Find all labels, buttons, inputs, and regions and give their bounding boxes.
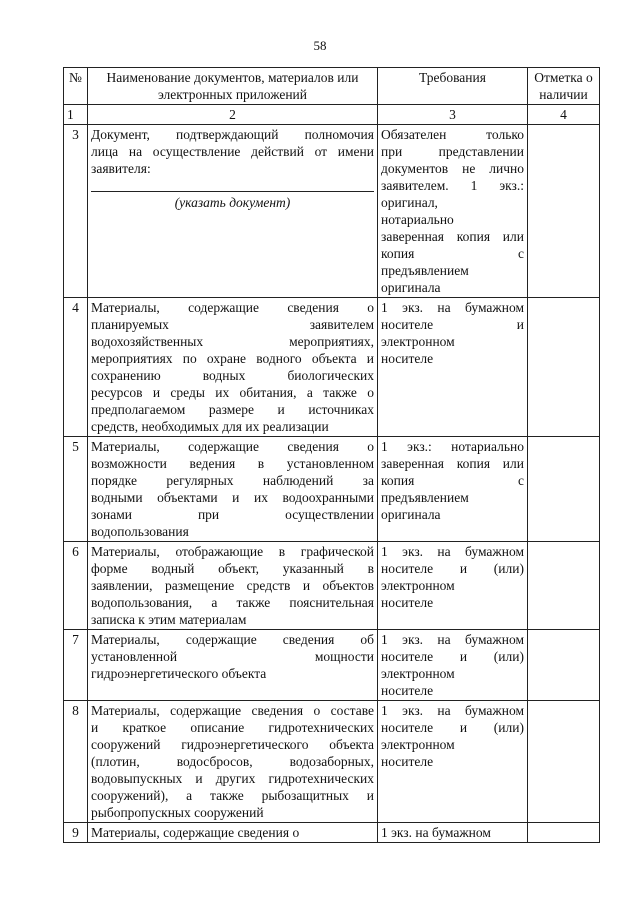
document-name-line: заявлении, размещение средств и объектов bbox=[91, 578, 374, 593]
row-number: 8 bbox=[64, 701, 88, 823]
document-name-line: записка к этим материалам bbox=[91, 612, 247, 627]
document-name-line: (плотин, водосбросов, водозаборных, bbox=[91, 754, 374, 769]
document-name-line: водовыпускных и других гидротехнических bbox=[91, 771, 374, 786]
document-name-line: сооружений), а также рыбозащитных и bbox=[91, 788, 374, 803]
document-name-cell bbox=[88, 125, 378, 298]
requirements-cell bbox=[378, 630, 528, 701]
fill-in-hint: (указать документ) bbox=[174, 195, 291, 210]
document-name-cell bbox=[88, 630, 378, 701]
requirement-line: копия с bbox=[381, 473, 524, 488]
column-index: 2 bbox=[88, 105, 378, 125]
document-name-cell bbox=[88, 542, 378, 630]
document-name-line: и краткое описание гидротехнических bbox=[91, 720, 374, 735]
table-row bbox=[64, 701, 600, 823]
document-name-cell bbox=[88, 298, 378, 437]
requirements-cell bbox=[378, 701, 528, 823]
requirement-line: заявителем. 1 экз.: bbox=[381, 178, 524, 193]
document-name-cell bbox=[88, 437, 378, 542]
document-name-line: форме водный объект, указанный в bbox=[91, 561, 374, 576]
document-name-line: Материалы, содержащие сведения о bbox=[91, 300, 374, 315]
requirement-line: документов не лично bbox=[381, 161, 524, 176]
document-name-line: зонами при осуществлении bbox=[91, 507, 374, 522]
row-number: 5 bbox=[64, 437, 88, 542]
requirement-line: носителе bbox=[381, 351, 434, 366]
document-name-line: предполагаемом размере и источниках bbox=[91, 402, 374, 417]
document-name-line: водными объектами и их водоохранными bbox=[91, 490, 374, 505]
document-name-line: рыбопропускных сооружений bbox=[91, 805, 264, 820]
document-name-line: порядке регулярных наблюдений за bbox=[91, 473, 374, 488]
requirement-line: носителе и (или) bbox=[381, 561, 524, 576]
header-availability-mark: Отметка о наличии bbox=[528, 68, 600, 105]
document-name-cell bbox=[88, 823, 378, 843]
column-index: 3 bbox=[378, 105, 528, 125]
column-index: 1 bbox=[64, 105, 88, 125]
requirement-line: заверенная копия или bbox=[381, 456, 524, 471]
requirement-line: заверенная копия или bbox=[381, 229, 524, 244]
requirement-line: предъявлением bbox=[381, 263, 469, 278]
row-number: 9 bbox=[64, 823, 88, 843]
requirement-line: электронном bbox=[381, 578, 455, 593]
requirements-cell bbox=[378, 823, 528, 843]
requirement-line: 1 экз. на бумажном bbox=[381, 544, 524, 559]
column-index-row bbox=[64, 105, 600, 125]
requirement-line: Обязателен только bbox=[381, 127, 524, 142]
document-name-line: мероприятиях по охране водного объекта и bbox=[91, 351, 374, 366]
column-index: 4 bbox=[528, 105, 600, 125]
header-number: № bbox=[64, 68, 88, 105]
documents-table bbox=[63, 67, 600, 843]
document-name-line: средств, необходимых для их реализации bbox=[91, 419, 329, 434]
requirement-line: предъявлением bbox=[381, 490, 469, 505]
row-number: 6 bbox=[64, 542, 88, 630]
requirement-line: 1 экз. на бумажном bbox=[381, 703, 524, 718]
availability-mark-cell[interactable] bbox=[528, 701, 600, 823]
requirements-cell bbox=[378, 298, 528, 437]
table-row bbox=[64, 437, 600, 542]
requirement-line: носителе и (или) bbox=[381, 720, 524, 735]
table-row bbox=[64, 298, 600, 437]
table-row bbox=[64, 823, 600, 843]
availability-mark-cell[interactable] bbox=[528, 298, 600, 437]
requirement-line: копия с bbox=[381, 246, 524, 261]
table-row bbox=[64, 542, 600, 630]
document-name-line: заявителя: bbox=[91, 161, 151, 176]
row-number: 7 bbox=[64, 630, 88, 701]
document-name-line: планируемых заявителем bbox=[91, 317, 374, 332]
document-name-line: гидроэнергетического объекта bbox=[91, 666, 267, 681]
requirements-cell bbox=[378, 437, 528, 542]
availability-mark-cell[interactable] bbox=[528, 630, 600, 701]
document-name-line: сохранению водных биологических bbox=[91, 368, 374, 383]
document-name-line: ресурсов и среды их обитания, а также о bbox=[91, 385, 374, 400]
document-name-line: Материалы, отображающие в графической bbox=[91, 544, 374, 559]
availability-mark-cell[interactable] bbox=[528, 823, 600, 843]
requirement-line: оригинала bbox=[381, 280, 441, 295]
document-name-line: Документ, подтверждающий полномочия bbox=[91, 127, 374, 142]
document-name-line: водопользования, а также пояснительная bbox=[91, 595, 374, 610]
document-name-line: возможности ведения в установленном bbox=[91, 456, 374, 471]
document-name-line: водохозяйственных мероприятиях, bbox=[91, 334, 374, 349]
page-number: 58 bbox=[313, 38, 327, 53]
requirement-line: оригинал, bbox=[381, 195, 438, 210]
requirements-cell bbox=[378, 125, 528, 298]
requirement-line: носителе bbox=[381, 595, 434, 610]
availability-mark-cell[interactable] bbox=[528, 125, 600, 298]
availability-mark-cell[interactable] bbox=[528, 542, 600, 630]
document-name-line: Материалы, содержащие сведения о bbox=[91, 439, 374, 454]
document-name-line: Материалы, содержащие сведения о bbox=[91, 825, 300, 840]
requirements-cell bbox=[378, 542, 528, 630]
table-row bbox=[64, 630, 600, 701]
table-row bbox=[64, 125, 600, 298]
document-name-line: установленной мощности bbox=[91, 649, 374, 664]
header-document-name: Наименование документов, материалов или электронных приложений bbox=[88, 68, 378, 105]
requirement-line: 1 экз. на бумажном bbox=[381, 632, 524, 647]
requirement-line: при представлении bbox=[381, 144, 524, 159]
requirement-line: носителе и (или) bbox=[381, 649, 524, 664]
fill-in-line bbox=[91, 177, 374, 192]
requirement-line: носителе bbox=[381, 754, 434, 769]
document-name-line: сооружений гидроэнергетического объекта bbox=[91, 737, 374, 752]
requirement-line: 1 экз. на бумажном bbox=[381, 825, 491, 840]
requirement-line: 1 экз. на бумажном bbox=[381, 300, 524, 315]
row-number: 4 bbox=[64, 298, 88, 437]
requirement-line: электронном bbox=[381, 334, 455, 349]
requirement-line: носителе bbox=[381, 683, 434, 698]
document-name-line: Материалы, содержащие сведения об bbox=[91, 632, 374, 647]
requirement-line: электронном bbox=[381, 666, 455, 681]
document-name-line: лица на осуществление действий от имени bbox=[91, 144, 374, 159]
requirement-line: оригинала bbox=[381, 507, 441, 522]
requirement-line: носителе и bbox=[381, 317, 524, 332]
header-requirements: Требования bbox=[378, 68, 528, 105]
requirement-line: нотариально bbox=[381, 212, 454, 227]
row-number: 3 bbox=[64, 125, 88, 298]
table-header-row bbox=[64, 68, 600, 105]
table-body bbox=[64, 125, 600, 843]
availability-mark-cell[interactable] bbox=[528, 437, 600, 542]
document-name-line: Материалы, содержащие сведения о составе bbox=[91, 703, 374, 718]
requirement-line: электронном bbox=[381, 737, 455, 752]
requirement-line: 1 экз.: нотариально bbox=[381, 439, 524, 454]
document-name-cell bbox=[88, 701, 378, 823]
document-name-line: водопользования bbox=[91, 524, 189, 539]
